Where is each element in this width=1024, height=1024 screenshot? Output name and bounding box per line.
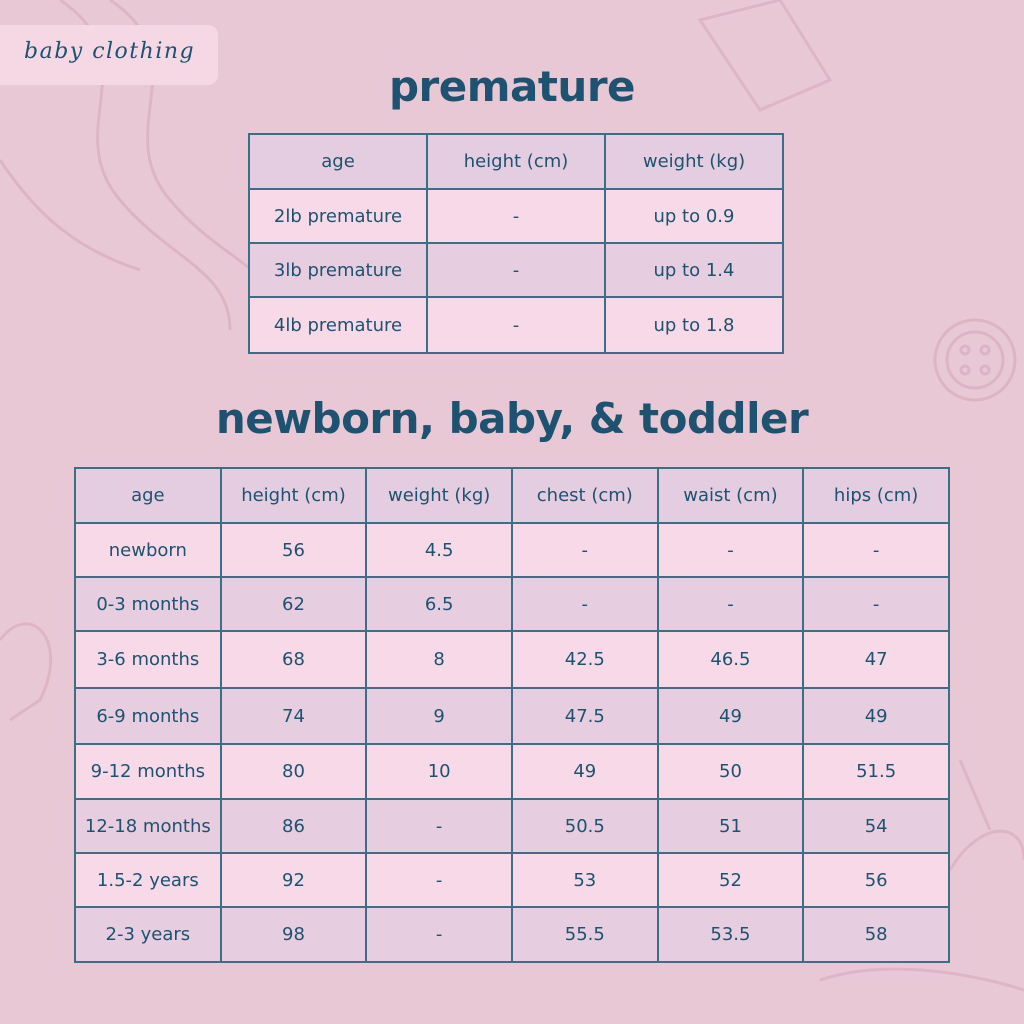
table-cell: -: [658, 577, 804, 631]
column-header: waist (cm): [658, 468, 804, 523]
table-cell: -: [803, 577, 949, 631]
table-cell: up to 0.9: [605, 189, 783, 243]
premature-title: premature: [388, 62, 636, 111]
column-header: age: [249, 134, 427, 189]
column-header: chest (cm): [512, 468, 658, 523]
column-header: age: [75, 468, 221, 523]
table-cell: 4.5: [366, 523, 512, 577]
table-cell: 50: [658, 744, 804, 799]
table-cell: 80: [221, 744, 367, 799]
table-cell: 49: [658, 688, 804, 744]
table-cell: 56: [803, 853, 949, 907]
table-row: [249, 297, 783, 353]
table-cell: 98: [221, 907, 367, 962]
table-cell: 6.5: [366, 577, 512, 631]
table-cell: 0-3 months: [75, 577, 221, 631]
measuring-tape-icon: [0, 160, 140, 270]
table-cell: 47: [803, 631, 949, 688]
column-header: height (cm): [427, 134, 605, 189]
table-cell: 42.5: [512, 631, 658, 688]
table-row: [249, 189, 783, 243]
header-row: [75, 468, 949, 523]
table-cell: 62: [221, 577, 367, 631]
table-row: [75, 744, 949, 799]
table-cell: 58: [803, 907, 949, 962]
table-cell: 47.5: [512, 688, 658, 744]
table-cell: -: [803, 523, 949, 577]
table-row: [75, 907, 949, 962]
table-cell: 52: [658, 853, 804, 907]
toddler-title: newborn, baby, & toddler: [215, 394, 809, 443]
table-cell: -: [512, 577, 658, 631]
table-row: [75, 688, 949, 744]
table-row: [75, 799, 949, 853]
table-cell: -: [366, 853, 512, 907]
table-cell: 2-3 years: [75, 907, 221, 962]
yarn-ball-icon: [950, 760, 1024, 870]
table-cell: 2lb premature: [249, 189, 427, 243]
table-cell: -: [427, 243, 605, 297]
table-cell: -: [366, 907, 512, 962]
table-cell: 74: [221, 688, 367, 744]
sock-icon: [0, 624, 51, 720]
header-row: [249, 134, 783, 189]
table-cell: 1.5-2 years: [75, 853, 221, 907]
premature-size-table: [248, 133, 784, 354]
category-tag-label: baby clothing: [24, 39, 196, 64]
table-cell: 92: [221, 853, 367, 907]
toddler-size-table: [74, 467, 950, 963]
table-row: [75, 853, 949, 907]
table-cell: 3-6 months: [75, 631, 221, 688]
column-header: hips (cm): [803, 468, 949, 523]
table-cell: 51.5: [803, 744, 949, 799]
table-cell: 12-18 months: [75, 799, 221, 853]
table-cell: -: [427, 297, 605, 353]
table-cell: 9: [366, 688, 512, 744]
column-header: weight (kg): [366, 468, 512, 523]
table-cell: newborn: [75, 523, 221, 577]
table-cell: up to 1.4: [605, 243, 783, 297]
table-cell: 51: [658, 799, 804, 853]
table-cell: 4lb premature: [249, 297, 427, 353]
table-cell: 49: [512, 744, 658, 799]
table-cell: -: [366, 799, 512, 853]
table-cell: 49: [803, 688, 949, 744]
column-header: height (cm): [221, 468, 367, 523]
table-row: [75, 631, 949, 688]
table-cell: -: [512, 523, 658, 577]
column-header: weight (kg): [605, 134, 783, 189]
table-row: [75, 577, 949, 631]
table-cell: -: [427, 189, 605, 243]
table-cell: 56: [221, 523, 367, 577]
table-cell: 55.5: [512, 907, 658, 962]
table-cell: 50.5: [512, 799, 658, 853]
table-row: [75, 523, 949, 577]
table-cell: 54: [803, 799, 949, 853]
table-cell: 68: [221, 631, 367, 688]
table-row: [249, 243, 783, 297]
table-cell: up to 1.8: [605, 297, 783, 353]
table-cell: 46.5: [658, 631, 804, 688]
button-icon: [935, 320, 1015, 400]
table-cell: 53.5: [658, 907, 804, 962]
table-cell: 9-12 months: [75, 744, 221, 799]
table-cell: 3lb premature: [249, 243, 427, 297]
table-cell: 6-9 months: [75, 688, 221, 744]
table-cell: 53: [512, 853, 658, 907]
table-cell: 10: [366, 744, 512, 799]
table-cell: 8: [366, 631, 512, 688]
table-cell: 86: [221, 799, 367, 853]
table-cell: -: [658, 523, 804, 577]
